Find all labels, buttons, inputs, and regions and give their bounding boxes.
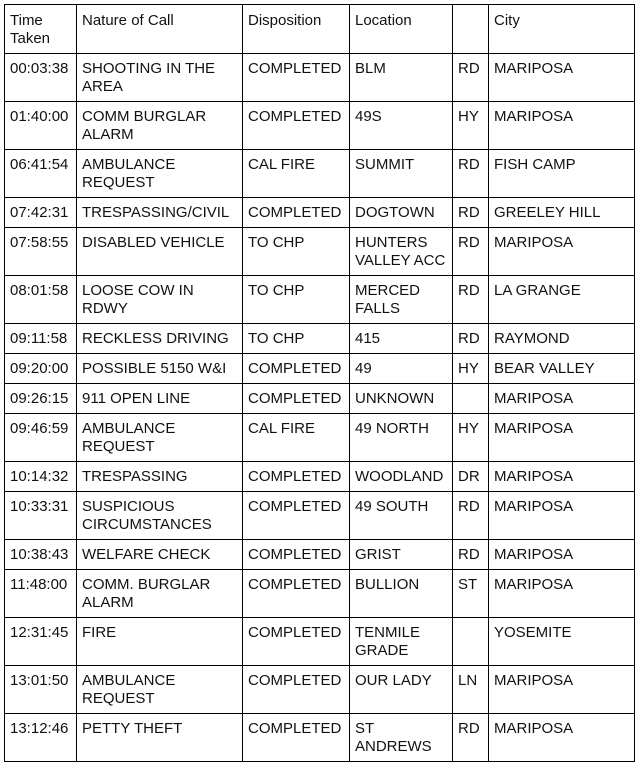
cell-disposition: COMPLETED — [243, 54, 350, 102]
table-row — [5, 102, 635, 150]
cell-street-suffix: RD — [453, 54, 489, 102]
cell-nature-of-call: AMBULANCE REQUEST — [77, 414, 243, 462]
cell-street-suffix: LN — [453, 666, 489, 714]
cell-time-taken: 13:12:46 — [5, 714, 77, 762]
table-row — [5, 324, 635, 354]
header-time-taken: Time Taken — [5, 5, 77, 54]
cell-nature-of-call: DISABLED VEHICLE — [77, 228, 243, 276]
cell-time-taken: 07:42:31 — [5, 198, 77, 228]
cell-disposition: COMPLETED — [243, 570, 350, 618]
header-nature-of-call: Nature of Call — [77, 5, 243, 54]
table-row — [5, 228, 635, 276]
cell-time-taken: 11:48:00 — [5, 570, 77, 618]
cell-disposition: COMPLETED — [243, 618, 350, 666]
cell-location: 49 NORTH — [350, 414, 453, 462]
cell-city: MARIPOSA — [489, 570, 635, 618]
cell-street-suffix: RD — [453, 228, 489, 276]
cell-nature-of-call: SHOOTING IN THE AREA — [77, 54, 243, 102]
cell-nature-of-call: WELFARE CHECK — [77, 540, 243, 570]
cell-city: RAYMOND — [489, 324, 635, 354]
table-row — [5, 354, 635, 384]
cell-time-taken: 10:33:31 — [5, 492, 77, 540]
header-city: City — [489, 5, 635, 54]
cell-time-taken: 06:41:54 — [5, 150, 77, 198]
cell-location: ST ANDREWS — [350, 714, 453, 762]
cell-disposition: COMPLETED — [243, 492, 350, 540]
cell-city: MARIPOSA — [489, 384, 635, 414]
cell-time-taken: 07:58:55 — [5, 228, 77, 276]
cell-time-taken: 09:11:58 — [5, 324, 77, 354]
cell-city: MARIPOSA — [489, 666, 635, 714]
cell-location: OUR LADY — [350, 666, 453, 714]
cell-city: MARIPOSA — [489, 462, 635, 492]
cell-street-suffix: HY — [453, 354, 489, 384]
cell-location: 49S — [350, 102, 453, 150]
cell-disposition: COMPLETED — [243, 384, 350, 414]
cell-street-suffix: ST — [453, 570, 489, 618]
table-row — [5, 414, 635, 462]
table-row — [5, 198, 635, 228]
cell-location: BULLION — [350, 570, 453, 618]
cell-disposition: TO CHP — [243, 324, 350, 354]
cell-disposition: CAL FIRE — [243, 150, 350, 198]
cell-nature-of-call: COMM BURGLAR ALARM — [77, 102, 243, 150]
cell-location: MERCED FALLS — [350, 276, 453, 324]
cell-nature-of-call: SUSPICIOUS CIRCUMSTANCES — [77, 492, 243, 540]
cell-nature-of-call: TRESPASSING/CIVIL — [77, 198, 243, 228]
cell-city: MARIPOSA — [489, 102, 635, 150]
cell-location: DOGTOWN — [350, 198, 453, 228]
header-location: Location — [350, 5, 453, 54]
table-row — [5, 150, 635, 198]
cell-street-suffix — [453, 618, 489, 666]
cell-city: MARIPOSA — [489, 228, 635, 276]
cell-disposition: COMPLETED — [243, 462, 350, 492]
cell-location: 49 SOUTH — [350, 492, 453, 540]
cell-location: SUMMIT — [350, 150, 453, 198]
cell-nature-of-call: FIRE — [77, 618, 243, 666]
cell-time-taken: 09:46:59 — [5, 414, 77, 462]
call-log-table — [4, 4, 635, 762]
cell-time-taken: 00:03:38 — [5, 54, 77, 102]
cell-nature-of-call: POSSIBLE 5150 W&I — [77, 354, 243, 384]
header-street-suffix — [453, 5, 489, 54]
header-disposition: Disposition — [243, 5, 350, 54]
cell-nature-of-call: LOOSE COW IN RDWY — [77, 276, 243, 324]
cell-city: MARIPOSA — [489, 54, 635, 102]
cell-city: BEAR VALLEY — [489, 354, 635, 384]
cell-nature-of-call: TRESPASSING — [77, 462, 243, 492]
cell-city: FISH CAMP — [489, 150, 635, 198]
table-row — [5, 618, 635, 666]
cell-street-suffix: RD — [453, 276, 489, 324]
cell-time-taken: 09:26:15 — [5, 384, 77, 414]
cell-nature-of-call: PETTY THEFT — [77, 714, 243, 762]
cell-location: HUNTERS VALLEY ACC — [350, 228, 453, 276]
table-row — [5, 492, 635, 540]
cell-disposition: COMPLETED — [243, 714, 350, 762]
cell-nature-of-call: AMBULANCE REQUEST — [77, 150, 243, 198]
cell-location: UNKNOWN — [350, 384, 453, 414]
cell-city: MARIPOSA — [489, 492, 635, 540]
cell-city: MARIPOSA — [489, 540, 635, 570]
table-row — [5, 276, 635, 324]
cell-city: MARIPOSA — [489, 414, 635, 462]
cell-time-taken: 12:31:45 — [5, 618, 77, 666]
cell-disposition: COMPLETED — [243, 354, 350, 384]
cell-disposition: TO CHP — [243, 276, 350, 324]
cell-disposition: COMPLETED — [243, 102, 350, 150]
cell-location: TENMILE GRADE — [350, 618, 453, 666]
cell-street-suffix — [453, 384, 489, 414]
cell-time-taken: 08:01:58 — [5, 276, 77, 324]
cell-nature-of-call: RECKLESS DRIVING — [77, 324, 243, 354]
cell-time-taken: 13:01:50 — [5, 666, 77, 714]
cell-location: GRIST — [350, 540, 453, 570]
header-row — [5, 5, 635, 54]
table-row — [5, 570, 635, 618]
cell-nature-of-call: COMM. BURGLAR ALARM — [77, 570, 243, 618]
call-log-body — [5, 54, 635, 762]
cell-street-suffix: RD — [453, 540, 489, 570]
table-row — [5, 384, 635, 414]
cell-disposition: CAL FIRE — [243, 414, 350, 462]
cell-time-taken: 10:38:43 — [5, 540, 77, 570]
cell-time-taken: 10:14:32 — [5, 462, 77, 492]
cell-location: BLM — [350, 54, 453, 102]
cell-nature-of-call: 911 OPEN LINE — [77, 384, 243, 414]
cell-location: 415 — [350, 324, 453, 354]
cell-street-suffix: RD — [453, 324, 489, 354]
table-row — [5, 54, 635, 102]
cell-city: GREELEY HILL — [489, 198, 635, 228]
cell-city: YOSEMITE — [489, 618, 635, 666]
cell-location: WOODLAND — [350, 462, 453, 492]
cell-street-suffix: HY — [453, 414, 489, 462]
cell-street-suffix: RD — [453, 714, 489, 762]
cell-disposition: COMPLETED — [243, 198, 350, 228]
cell-location: 49 — [350, 354, 453, 384]
cell-nature-of-call: AMBULANCE REQUEST — [77, 666, 243, 714]
cell-street-suffix: RD — [453, 492, 489, 540]
cell-street-suffix: RD — [453, 198, 489, 228]
cell-street-suffix: RD — [453, 150, 489, 198]
cell-time-taken: 09:20:00 — [5, 354, 77, 384]
table-row — [5, 540, 635, 570]
table-row — [5, 462, 635, 492]
cell-city: MARIPOSA — [489, 714, 635, 762]
cell-time-taken: 01:40:00 — [5, 102, 77, 150]
cell-city: LA GRANGE — [489, 276, 635, 324]
cell-street-suffix: DR — [453, 462, 489, 492]
cell-street-suffix: HY — [453, 102, 489, 150]
cell-disposition: TO CHP — [243, 228, 350, 276]
table-row — [5, 666, 635, 714]
cell-disposition: COMPLETED — [243, 666, 350, 714]
table-row — [5, 714, 635, 762]
cell-disposition: COMPLETED — [243, 540, 350, 570]
